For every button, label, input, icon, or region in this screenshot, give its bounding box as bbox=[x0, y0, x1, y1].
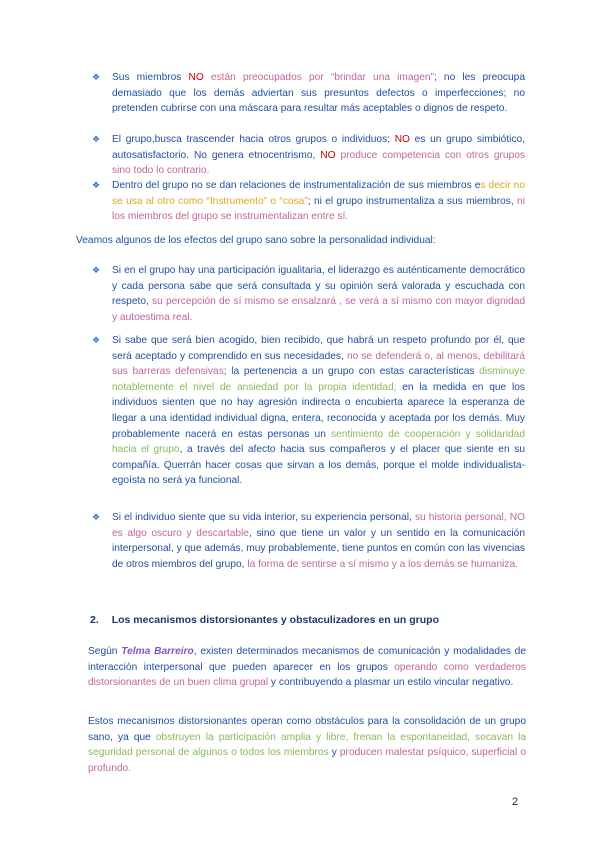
text-segment: NO bbox=[394, 134, 410, 145]
text-segment: no se defenderá o, al menos, debilitará sus barreras defensivas bbox=[112, 350, 525, 378]
text-segment: NO bbox=[188, 72, 204, 83]
diamond-bullet-icon: ❖ bbox=[92, 265, 101, 275]
diamond-bullet-icon: ❖ bbox=[92, 512, 101, 522]
text-segment: , a través del afecto hacia sus compañeros y el placer que siente en su compañía. Querrán hacer cosas que sirvan a los demás, porque el molde individualista-egoísta no será ya funcional. bbox=[112, 444, 525, 487]
text-segment: s decir no se usa al otro como “Instrumento” o “cosa” bbox=[112, 180, 526, 207]
text-segment: y bbox=[328, 747, 340, 759]
list-item bbox=[92, 132, 525, 179]
text-segment: disminuye notablemente el nivel de ansiedad por la propia identidad; bbox=[112, 366, 525, 393]
text-segment: Estos mecanismos distorsionantes operan como obstáculos para la consolidación de un grupo sano, ya que bbox=[88, 716, 526, 743]
list-item bbox=[92, 70, 525, 117]
section-number: 2. bbox=[90, 614, 99, 626]
text-segment: , sino que tiene un valor y un sentido en la comunicación interpersonal, y que además, muy probablemente, tiene puntos en común con las vivencias de otros miembros del grupo, bbox=[112, 527, 526, 570]
text-segment: ; no les preocupa demasiado que los demás adviertan sus presuntos defectos o imperfecciones; no pretenden cubrirse con una máscara para resultar más aceptables o dignos de respeto. bbox=[112, 72, 525, 115]
text-segment: operando como verdaderos distorsionantes de un buen clima grupal bbox=[88, 661, 527, 689]
text-segment: Si en el grupo hay una participación igualitaria, el liderazgo es auténticamente democrático y cada persona sabe que será consultada y su opinión será valorada y escuchada con respeto, bbox=[112, 265, 525, 308]
bullet-text bbox=[92, 333, 525, 489]
text-segment: Telma Barreiro bbox=[121, 646, 194, 657]
text-segment: ; la pertenencia a un grupo con estas características bbox=[223, 366, 480, 378]
bullet-text bbox=[92, 510, 525, 572]
text-segment: su historia personal, NO es algo oscuro y descartable bbox=[112, 512, 525, 539]
section-title: Los mecanismos distorsionantes y obstaculizadores en un grupo bbox=[111, 614, 440, 626]
text-segment: obstruyen la participación amplia y libre, frenan la espontaneidad, socavan la seguridad personal de algunos o todos los miembros bbox=[88, 731, 527, 759]
text-segment: y contribuyendo a plasmar un estilo vincular negativo. bbox=[268, 677, 514, 689]
list-item bbox=[92, 178, 525, 225]
bullet-text bbox=[92, 178, 525, 225]
text-segment: están preocupados por “brindar una imagen” bbox=[203, 72, 434, 83]
paragraph bbox=[88, 714, 526, 776]
diamond-bullet-icon: ❖ bbox=[92, 180, 101, 190]
page-number: 2 bbox=[512, 796, 519, 808]
list-item bbox=[92, 333, 525, 489]
text-segment: la forma de sentirse a sí mismo y a los demás se humaniza. bbox=[247, 558, 518, 570]
text-segment: su percepción de sí mismo se ensalzará , se verá a sí mismo con mayor dignidad y autoestima real. bbox=[112, 296, 525, 323]
text-segment: , existen determinados mecanismos de comunicación y modalidades de interacción interpersonal que pueden aparecer en los grupos bbox=[88, 646, 526, 673]
intro-paragraph: Veamos algunos de los efectos del grupo sano sobre la personalidad individual: bbox=[76, 235, 436, 246]
bullet-text bbox=[92, 132, 525, 179]
list-item bbox=[92, 510, 525, 572]
paragraph bbox=[88, 644, 526, 691]
diamond-bullet-icon: ❖ bbox=[92, 72, 101, 82]
text-segment: Según bbox=[88, 646, 122, 657]
text-segment: Sus miembros bbox=[112, 72, 189, 83]
text-segment: Dentro del grupo no se dan relaciones de instrumentalización de sus miembros e bbox=[112, 180, 481, 191]
text-segment: sentimiento de cooperación y solidaridad hacia el grupo bbox=[112, 428, 525, 456]
text-segment: en la medida en que los individuos sienten que no hay agresión indirecta o encubierta aparece la esperanza de llegar a una identidad individual digna, entera, reconocida y aceptada por los demás. Muy probablemente nacerá en estas personas un bbox=[112, 381, 525, 440]
text-segment: produce competencia con otros grupos sino todo lo contrario. bbox=[112, 149, 525, 177]
diamond-bullet-icon: ❖ bbox=[92, 335, 101, 345]
text-segment: producen malestar psíquico, superficial o profundo. bbox=[88, 747, 527, 774]
bullet-text bbox=[92, 70, 525, 117]
text-segment: Si el individuo siente que su vida interior, su experiencia personal, bbox=[112, 512, 415, 523]
list-item bbox=[92, 263, 525, 325]
text-segment: El grupo,busca trascender hacia otros grupos o individuos; bbox=[112, 134, 395, 145]
bullet-text bbox=[92, 263, 525, 325]
text-segment: ni los miembros del grupo se instrumentalizan entre sí. bbox=[112, 195, 525, 223]
diamond-bullet-icon: ❖ bbox=[92, 134, 101, 144]
section-heading bbox=[90, 614, 530, 626]
text-segment: Si sabe que será bien acogido, bien recibido, que habrá un respeto profundo por él, que será aceptado y comprendido en sus necesidades, bbox=[112, 335, 525, 362]
text-segment: ; ni el grupo instrumentaliza a sus miembros, bbox=[307, 195, 514, 207]
text-segment: NO bbox=[320, 149, 336, 161]
text-segment: es un grupo simbiótico, autosatisfactorio. No genera etnocentrismo, bbox=[112, 134, 525, 161]
